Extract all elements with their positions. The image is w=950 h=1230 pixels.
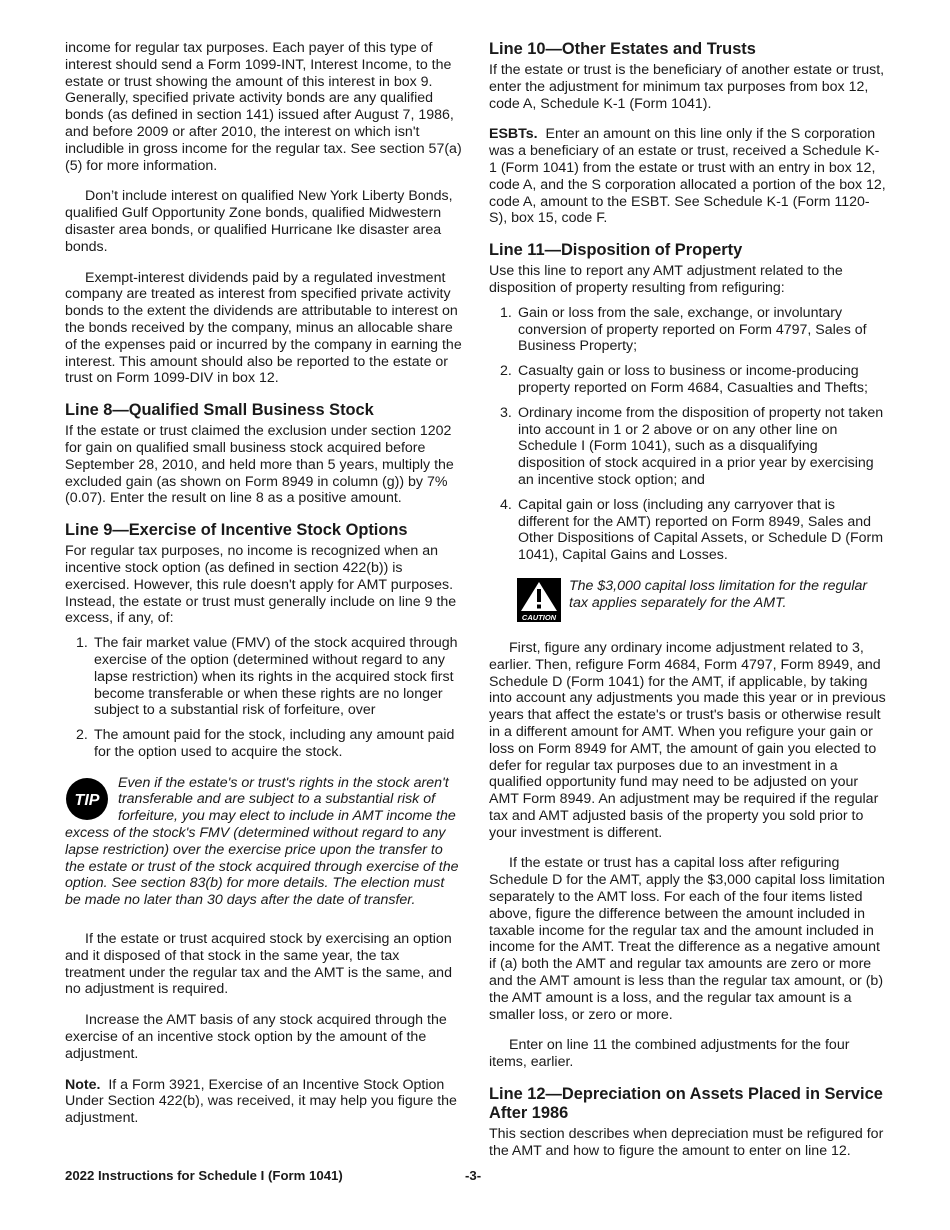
paragraph-exempt-interest: Exempt-interest dividends paid by a regulated investment company are treated as interest from specified private activity bonds to the extent the dividends are attributable to interest on the bonds received by the company, minus an allocable share of the expenses paid or incurred by the company in earning the interest. This amount should also be reported to the estate or trust on Form 1099-DIV in box 12. [65,269,462,387]
tip-label: TIP [74,791,100,809]
line-12-text: This section describes when depreciation must be refigured for the AMT and how to figure the amount to enter on line 12. [489,1126,884,1159]
left-column [65,40,463,1141]
line-12-heading: Line 12—Depreciation on Assets Placed in Service After 1986 [489,1085,883,1123]
list-item: 2. Casualty gain or loss to business or income-producing property reported on Form 4684, Casualties and Thefts; [500,363,868,396]
caution-icon [517,578,561,622]
paragraph-refigure: First, figure any ordinary income adjustment related to 3, earlier. Then, refigure Form 4684, Form 4797, Form 8949, and Schedule D (Form 1041) for the AMT, if applicable, by taking into account any adjustments you made this year or in previous years that affect the estate's or trust's basis or otherwise result in a different amount for AMT. When you refigure your gain or loss on Form 8949 for AMT, the amount of gain you elected to defer for regular tax purposes due to an investment in a qualified opportunity fund may need to be adjusted on your AMT Form 8949. An adjustment may be required if the regular tax and AMT adjusted basis of the property you sold prior to your investment is different. [489,639,886,841]
right-column [489,40,886,1174]
paragraph-liberty-bonds: Don’t include interest on qualified New York Liberty Bonds, qualified Gulf Opportunity Zone bonds, qualified Midwestern disaster area bonds, or qualified Hurricane Ike disaster area bonds. [65,188,453,255]
tip-icon [65,777,109,821]
line-11-heading: Line 11—Disposition of Property [489,241,743,260]
paragraph-same-year: If the estate or trust acquired stock by exercising an option and it disposed of that stock in the same year, the tax treatment under the regular tax and the AMT is the same, and no adjustment is required. [65,931,452,998]
line-9-text: For regular tax purposes, no income is recognized when an incentive stock option (as defined in section 422(b)) is exercised. However, this rule doesn't apply for AMT purposes. Instead, the estate or trust must generally include on line 9 the excess, if any, of: [65,543,457,627]
list-item: 2. The amount paid for the stock, including any amount paid for the option used to acquire the stock. [76,727,455,760]
list-item: 1. The fair market value (FMV) of the stock acquired through exercise of the option (determined without regard to any lapse restriction) when its rights in the acquired stock first become transferable or when these rights are no longer subject to a substantial risk of forfeiture, over [76,635,458,719]
tip-callout [65,775,463,909]
caution-text: The $3,000 capital loss limitation for the regular tax applies separately for the AMT. [569,577,868,611]
section-line-9 [65,521,463,909]
section-line-11 [489,241,886,1071]
tip-text: Even if the estate's or trust's rights in the stock aren't transferable and are subject to a substantial risk of forfeiture, you may elect to include in AMT income the excess of the stock's FMV (determined without regard to any lapse restriction) over the exercise price upon the transfer to the estate or trust of the stock acquired through exercise of the option. See section 83(b) for more details. The election must be made no later than 30 days after the date of transfer. [65,774,459,909]
line-8-heading: Line 8—Qualified Small Business Stock [65,401,374,420]
esbts-text: Enter an amount on this line only if the S corporation was a beneficiary of an estate or trust, received a Schedule K-1 (Form 1041) from the estate or trust with an entry in box 12, code A, and the S corporation allocated a portion of the box 12, code A, amount to the ESBT. See Schedule K-1 (Form 1120-S), box 15, code F. [489,126,886,227]
list-item: 3. Ordinary income from the disposition of property not taken into account in 1 or 2 above or on any other line on Schedule I (Form 1041), such as a disqualifying disposition of stock acquired in a prior year by exercising an incentive stock option; and [500,404,884,488]
note-label: Note. [65,1076,101,1093]
paragraph-capital-loss: If the estate or trust has a capital loss after refiguring Schedule D for the AMT, apply the $3,000 capital loss limitation separately to the AMT loss. For each of the four items listed above, figure the difference between the amount included in taxable income for the regular tax and the amount included in income for the AMT. Treat the difference as a negative amount if (a) both the AMT and regular tax amounts are zero or more and the AMT amount is less than the regular tax amount, or (b) the AMT amount is a loss, and the regular tax amount is a smaller loss, or zero or more. [489,855,885,1023]
line-11-text: Use this line to report any AMT adjustment related to the disposition of property resulting from refiguring: [489,263,843,296]
caution-label: CAUTION [521,612,557,622]
section-line-12 [489,1085,886,1160]
line-9-list [65,635,463,761]
line-11-list [489,305,886,564]
paragraph-private-activity-bonds: income for regular tax purposes. Each payer of this type of interest should send a Form 1099-INT, Interest Income, to the estate or trust showing the amount of this interest in box 9. Generally, specified private activity bonds are any qualified bonds (as defined in section 141) issued after August 7, 1986, and before 2009 or after 2010, the interest on which isn't includible in gross income for the regular tax. See section 57(a)(5) for more information. [65,40,462,174]
list-item: 4. Capital gain or loss (including any carryover that is different for the AMT) reported on Form 8949, Sales and Other Dispositions of Capital Assets, or Schedule D (Form 1041), Capital Gains and Losses. [500,496,884,564]
section-line-8 [65,401,463,507]
footer-title: 2022 Instructions for Schedule I (Form 1041) [65,1168,343,1183]
list-item: 1. Gain or loss from the sale, exchange, or involuntary conversion of property reported on Form 4797, Sales of Business Property; [500,304,867,355]
note-paragraph [65,1077,463,1127]
line-8-text: If the estate or trust claimed the exclusion under section 1202 for gain on qualified small business stock acquired before September 28, 2010, and held more than 5 years, multiply the excluded gain (as shown on Form 8949 in column (g)) by 7% (0.07). Enter the result on line 8 as a positive amount. [65,423,454,507]
page-number: -3- [465,1168,482,1183]
line-10-heading: Line 10—Other Estates and Trusts [489,40,756,58]
line-10-text: If the estate or trust is the beneficiary of another estate or trust, enter the adjustment for minimum tax purposes from box 12, code A, Schedule K-1 (Form 1041). [489,62,885,112]
esbts-label: ESBTs. [489,126,538,143]
esbts-paragraph [489,126,886,227]
line-9-heading: Line 9—Exercise of Incentive Stock Options [65,521,408,540]
section-line-10 [489,40,886,227]
note-text: If a Form 3921, Exercise of an Incentive Stock Option Under Section 422(b), was received, it may help you figure the adjustment. [65,1076,457,1127]
caution-callout [489,578,886,622]
paragraph-amt-basis: Increase the AMT basis of any stock acquired through the exercise of an incentive stock option by the amount of the adjustment. [65,1012,447,1062]
paragraph-enter-line-11: Enter on line 11 the combined adjustments for the four items, earlier. [489,1037,850,1071]
